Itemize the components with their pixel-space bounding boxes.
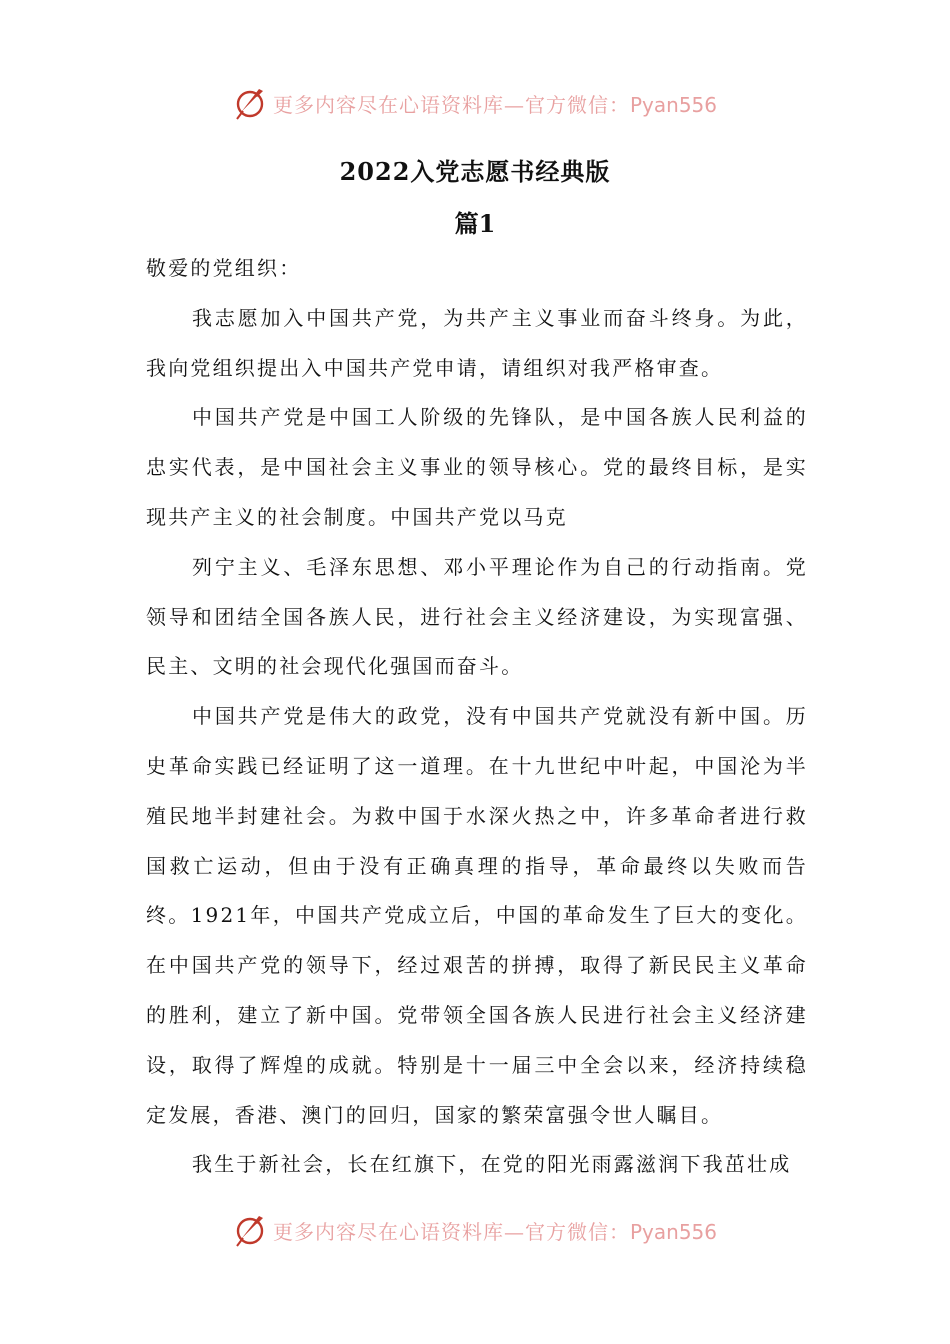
watermark-text: 更多内容尽在心语资料库—官方微信：Pyan556 [272, 1219, 717, 1244]
document-subtitle: 篇1 [454, 209, 496, 238]
document-title: 2022入党志愿书经典版 [339, 157, 611, 186]
paragraph: 我志愿加入中国共产党，为共产主义事业而奋斗终身。为此，我向党组织提出入中国共产党申请，请组织对我严格审查。 [146, 305, 808, 380]
paragraph: 列宁主义、毛泽东思想、邓小平理论作为自己的行动指南。党领导和团结全国各族人民，进行社会主义经济建设，为实现富强、民主、文明的社会现代化强国而奋斗。 [146, 554, 808, 679]
paragraph: 中国共产党是伟大的政党，没有中国共产党就没有新中国。历史革命实践已经证明了这一道理。在十九世纪中叶起，中国沦为半殖民地半封建社会。为救中国于水深火热之中，许多革命者进行救国救亡运动，但由于没有正确真理的指导，革命最终以失败而告终。1921年，中国共产党成立后，中国的革命发生了巨大的变化。在中国共产党的领导下，经过艰苦的拼搏，取得了新民民主义革命的胜利，建立了新中国。党带领全国各族人民进行社会主义经济建设，取得了辉煌的成就。特别是十一届三中全会以来，经济持续稳定发展，香港、澳门的回归，国家的繁荣富强令世人瞩目。 [146, 704, 808, 1127]
watermark-footer [0, 1210, 950, 1250]
document-body [146, 244, 808, 1190]
quill-logo-icon [233, 1212, 269, 1248]
salutation: 敬爱的党组织： [146, 256, 302, 280]
watermark-header [0, 83, 950, 123]
quill-logo-icon [233, 85, 269, 121]
paragraph: 我生于新社会，长在红旗下，在党的阳光雨露滋润下我茁壮成 [192, 1152, 792, 1177]
watermark-text: 更多内容尽在心语资料库—官方微信：Pyan556 [272, 92, 717, 117]
wechat-id: Pyan556 [629, 92, 717, 117]
wechat-id: Pyan556 [629, 1219, 717, 1244]
paragraph: 中国共产党是中国工人阶级的先锋队，是中国各族人民利益的忠实代表，是中国社会主义事业的领导核心。党的最终目标，是实现共产主义的社会制度。中国共产党以马克 [146, 405, 808, 529]
